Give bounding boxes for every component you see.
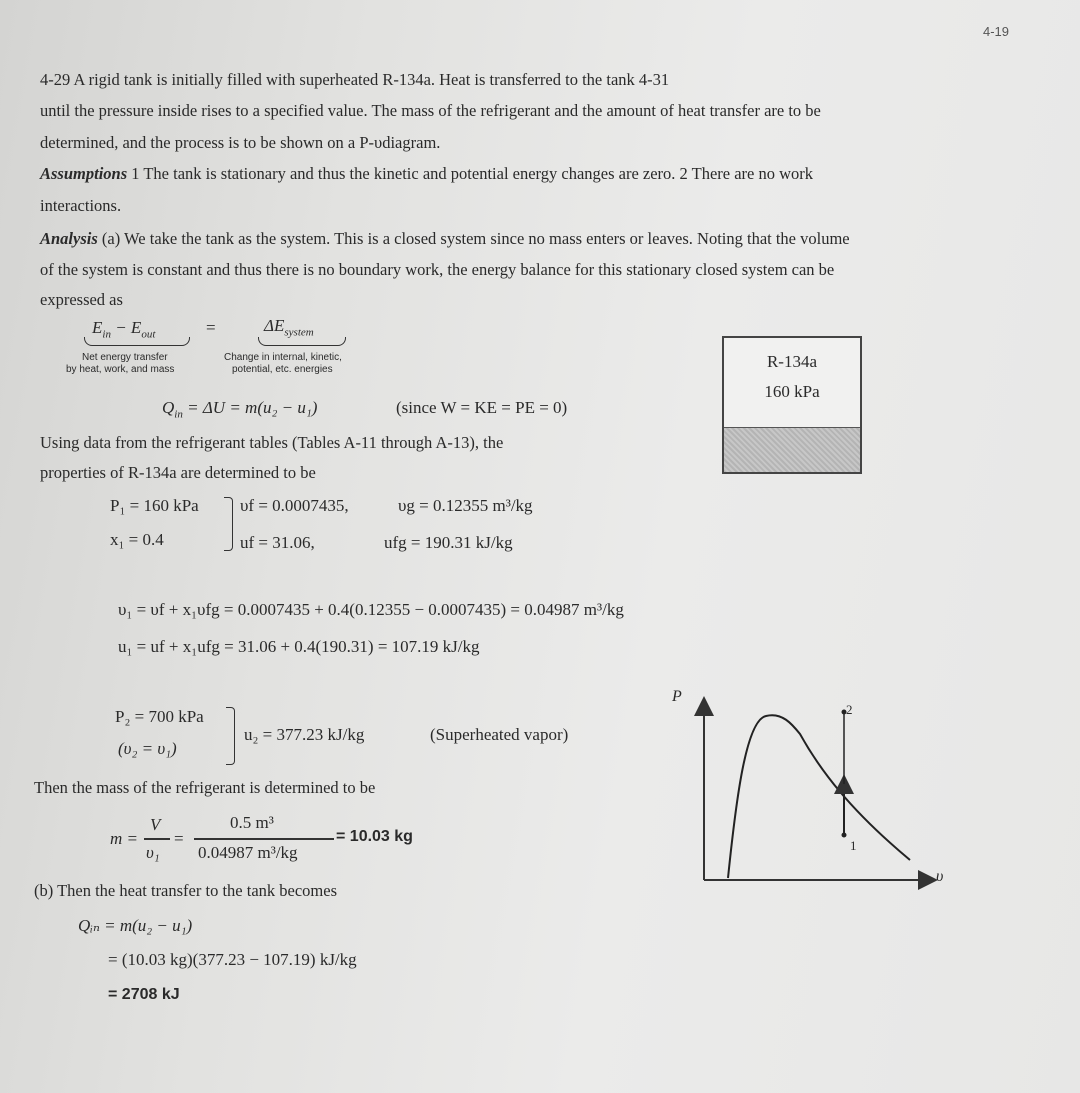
tank-liquid-fill [724,427,860,472]
state1-vg: υg = 0.12355 m³/kg [398,496,533,515]
brace-left [84,337,190,346]
state1-p1: P₁ = 160 kPa [110,496,199,515]
state1-ufg: ufg = 190.31 kJ/kg [384,533,513,552]
state2-v2: (υ₂ = υ₁) [118,739,177,758]
mass-result: = 10.03 kg [336,828,413,845]
analysis-line-1 [40,229,850,249]
mass-intro: Then the mass of the refrigerant is determined to be [34,778,376,797]
state2-u2: u₂ = 377.23 kJ/kg [244,725,365,744]
q-in-equation: $Q_{in} = \Delta U = m(u_2 - u_1)$ [162,398,318,421]
change-energy-label-1: Change in internal, kinetic, [224,352,342,363]
mass-frac2-den: 0.04987 m³/kg [198,843,298,862]
energy-balance-lhs: $E_{in} - E_{out}$ [92,318,156,341]
assumptions-text-1: 1 The tank is stationary and thus the kinetic and potential energy changes are zero. 2 There are no work [131,164,814,183]
heat-result: = 2708 kJ [108,986,180,1003]
assumptions-line-1 [40,164,813,184]
pv-v-label: υ [936,868,944,885]
energy-balance-rhs: $\Delta E_{system}$ [264,316,314,339]
brace-right [258,337,346,346]
tables-line-1: Using data from the refrigerant tables (Tables A-11 through A-13), the [40,433,504,452]
state2-phase: (Superheated vapor) [430,725,569,744]
analysis-line-3: expressed as [40,290,123,309]
problem-line-2: until the pressure inside rises to a specified value. The mass of the refrigerant and the amount of heat transfer are to be [40,101,821,120]
pv-p-label: P [672,688,682,705]
state1-x1: x₁ = 0.4 [110,530,164,549]
problem-line-3: determined, and the process is to be shown on a P-υdiagram. [40,133,441,152]
heat-line-1: Qᵢₙ = m(u₂ − u₁) [78,916,193,935]
state1-uf: uf = 31.06, [240,533,315,552]
net-energy-label-2: by heat, work, and mass [66,364,175,375]
energy-balance-equals: = [206,318,216,337]
tank-pressure-label: 160 kPa [764,382,820,401]
page-number: 4-19 [983,24,1010,39]
mass-frac1-den: υ₁ [146,843,160,862]
state1-vf: υf = 0.0007435, [240,496,349,515]
mass-frac1-num: V [150,815,161,834]
heat-intro: (b) Then the heat transfer to the tank becomes [34,881,337,900]
state1-bracket [224,497,233,551]
mass-frac2-num: 0.5 m³ [230,813,274,832]
problem-line-1: 4-29 A rigid tank is initially filled with superheated R-134a. Heat is transferred to the tank 4-31 [40,70,670,89]
analysis-text-1: (a) We take the tank as the system. This is a closed system since no mass enters or leaves. Noting that the volume [101,229,850,248]
state-1-point [842,833,847,838]
heat-line-2: = (10.03 kg)(377.23 − 107.19) kJ/kg [108,950,357,969]
mass-frac1-line [144,838,170,840]
analysis-label: Analysis [40,229,98,248]
change-energy-label-2: potential, etc. energies [232,364,333,375]
pv-state1-label: 1 [850,838,857,853]
tank-diagram [722,336,862,474]
tables-line-2: properties of R-134a are determined to be [40,463,316,482]
state2-p2: P₂ = 700 kPa [115,707,204,726]
state2-bracket [226,707,235,765]
net-energy-label-1: Net energy transfer [82,352,168,363]
assumptions-line-2: interactions. [40,196,122,215]
analysis-line-2: of the system is constant and thus there is no boundary work, the energy balance for this stationary closed system can be [40,260,835,279]
saturation-dome [728,715,910,878]
pv-state2-label: 2 [846,702,853,717]
mass-eq2: = [174,829,184,848]
mass-m-eq: m = [110,829,138,848]
mass-frac2-line [194,838,334,840]
state1-v1-calc: υ₁ = υf + x₁υfg = 0.0007435 + 0.4(0.12355 − 0.0007435) = 0.04987 m³/kg [118,600,624,619]
tank-fluid-label: R-134a [766,352,818,371]
assumptions-label: Assumptions [40,164,128,183]
state1-u1-calc: u₁ = uf + x₁ufg = 31.06 + 0.4(190.31) = 107.19 kJ/kg [118,637,480,656]
pv-diagram [660,680,950,895]
q-in-since: (since W = KE = PE = 0) [396,398,568,417]
